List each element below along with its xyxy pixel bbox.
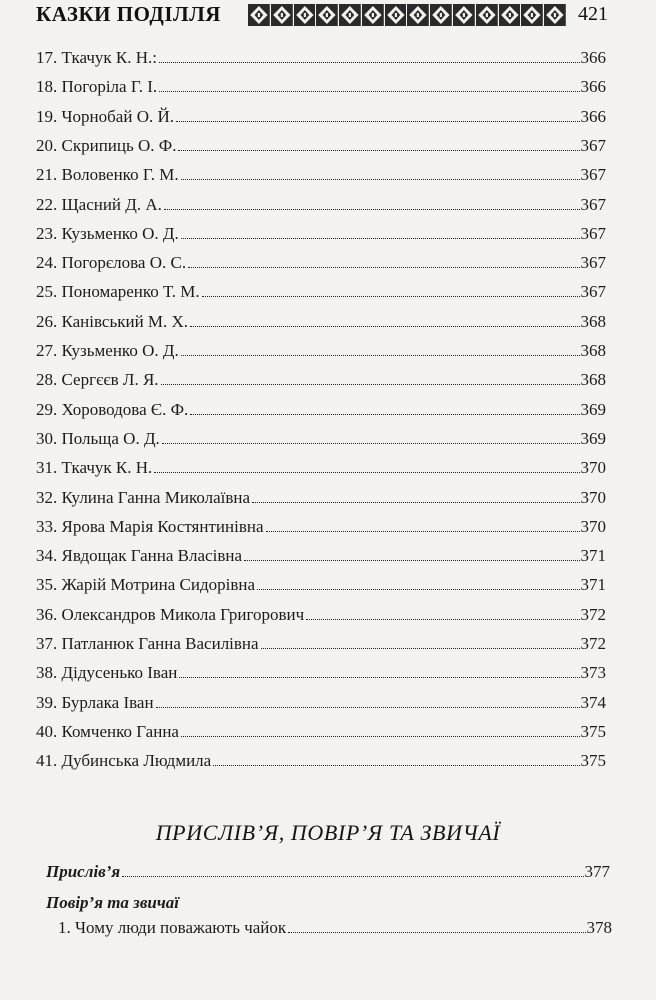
dot-leader — [159, 90, 579, 92]
entry-label: Прислів’я — [46, 862, 121, 881]
dot-leader — [162, 442, 580, 444]
toc-entry — [36, 575, 606, 597]
dot-leader — [164, 208, 580, 210]
entry-label: 34. Явдощак Ганна Власівна — [36, 546, 242, 566]
toc-entry — [36, 605, 606, 627]
dot-leader — [213, 764, 579, 766]
entry-label: 41. Дубинська Людмила — [36, 751, 212, 771]
entry-page: 369 — [580, 428, 606, 448]
toc-entry — [36, 458, 606, 480]
entry-label: 20. Скрипиць О. Ф. — [36, 135, 177, 155]
entry-page: 367 — [580, 135, 606, 155]
ornament-motif-icon — [407, 4, 429, 26]
entry-page: 367 — [580, 282, 606, 302]
dot-leader — [181, 735, 580, 737]
dot-leader — [176, 120, 580, 122]
toc-entry-belief — [58, 918, 612, 940]
toc-entry — [36, 224, 606, 246]
entry-page: 367 — [580, 223, 606, 243]
entry-label: 40. Комченко Ганна — [36, 721, 179, 741]
toc-entry — [36, 165, 606, 187]
entry-label: 31. Ткачук К. Н. — [36, 458, 153, 478]
entry-label: 37. Патланюк Ганна Василівна — [36, 634, 259, 653]
entry-page: 367 — [580, 194, 606, 214]
ornament-motif-icon — [316, 4, 338, 26]
dot-leader — [190, 325, 579, 327]
dot-leader — [179, 676, 579, 678]
entry-page: 368 — [580, 341, 606, 360]
toc-entry — [36, 751, 606, 773]
entry-label: 26. Канівський М. Х. — [36, 311, 189, 331]
entry-label: 23. Кузьменко О. Д. — [36, 223, 179, 243]
entry-page: 375 — [580, 751, 606, 771]
dot-leader — [154, 471, 579, 473]
entry-label: 38. Дідусенько Іван — [36, 663, 178, 683]
toc-entry — [36, 312, 606, 334]
toc-entry — [36, 136, 606, 158]
entry-page: 378 — [586, 918, 612, 937]
dot-leader — [244, 559, 580, 561]
entry-label: 17. Ткачук К. Н.: — [36, 48, 157, 67]
toc-entry — [36, 370, 606, 392]
folk-ornament-icon — [248, 4, 566, 26]
toc-entry — [36, 634, 606, 656]
entry-label: 25. Пономаренко Т. М. — [36, 282, 200, 302]
entry-page: 370 — [580, 487, 606, 507]
entry-page: 367 — [580, 253, 606, 273]
toc-entry — [36, 517, 606, 539]
toc-entry-proverbs — [46, 862, 610, 884]
dot-leader — [190, 413, 579, 415]
ornament-motif-icon — [385, 4, 407, 26]
entry-label: 19. Чорнобай О. Й. — [36, 106, 174, 126]
dot-leader — [181, 178, 580, 180]
toc-entry — [36, 282, 606, 304]
toc-entry — [36, 107, 606, 129]
toc-entry — [36, 48, 606, 70]
entry-label: 30. Польща О. Д. — [36, 428, 160, 448]
toc-entry — [36, 195, 606, 217]
running-title: КАЗКИ ПОДІЛЛЯ — [36, 2, 221, 26]
entry-label: 24. Погорєлова О. С. — [36, 253, 187, 273]
page-header — [0, 0, 656, 30]
entry-page: 372 — [580, 634, 606, 653]
dot-leader — [288, 931, 585, 933]
entry-label: 29. Хороводова Є. Ф. — [36, 399, 189, 419]
entry-page: 366 — [580, 77, 606, 97]
ornament-motif-icon — [362, 4, 384, 26]
ornament-motif-icon — [271, 4, 293, 26]
toc-entry — [36, 400, 606, 422]
dot-leader — [261, 647, 580, 649]
dot-leader — [161, 383, 580, 385]
ornament-motif-icon — [521, 4, 543, 26]
ornament-motif-icon — [544, 4, 566, 26]
entry-page: 368 — [580, 311, 606, 331]
dot-leader — [306, 618, 579, 620]
toc-entry — [36, 341, 606, 363]
toc-entry — [36, 488, 606, 510]
entry-page: 377 — [584, 862, 610, 881]
dot-leader — [188, 266, 579, 268]
dot-leader — [181, 354, 580, 356]
dot-leader — [257, 588, 580, 590]
entry-label: 1. Чому люди поважають чайок — [58, 918, 287, 937]
entry-label: 22. Щасний Д. А. — [36, 194, 162, 214]
entry-page: 367 — [580, 165, 606, 185]
entry-label: 18. Погоріла Г. І. — [36, 77, 158, 97]
entry-label: 27. Кузьменко О. Д. — [36, 341, 179, 360]
dot-leader — [178, 149, 579, 151]
entry-page: 366 — [580, 48, 606, 67]
entry-page: 371 — [580, 575, 606, 595]
dot-leader — [122, 875, 583, 877]
entry-label: 33. Ярова Марія Костянтинівна — [36, 516, 264, 536]
subsection-heading: Повір’я та звичаї — [46, 893, 180, 912]
entry-page: 366 — [580, 106, 606, 126]
ornament-motif-icon — [248, 4, 270, 26]
ornament-motif-icon — [339, 4, 361, 26]
toc-entry — [36, 722, 606, 744]
entry-page: 369 — [580, 399, 606, 419]
ornament-motif-icon — [476, 4, 498, 26]
ornament-motif-icon — [430, 4, 452, 26]
entry-label: 28. Сергєєв Л. Я. — [36, 370, 159, 390]
dot-leader — [266, 530, 580, 532]
ornament-motif-icon — [294, 4, 316, 26]
entry-label: 39. Бурлака Іван — [36, 692, 154, 712]
dot-leader — [156, 706, 580, 708]
toc-entry — [36, 546, 606, 568]
dot-leader — [252, 501, 579, 503]
entry-page: 374 — [580, 692, 606, 712]
entry-page: 370 — [580, 516, 606, 536]
entry-label: 21. Воловенко Г. М. — [36, 165, 179, 185]
ornament-motif-icon — [453, 4, 475, 26]
entry-page: 373 — [580, 663, 606, 683]
dot-leader — [159, 61, 580, 63]
toc-entry — [36, 663, 606, 685]
entry-page: 371 — [580, 546, 606, 566]
entry-page: 368 — [580, 370, 606, 390]
ornament-motif-icon — [499, 4, 521, 26]
entry-page: 372 — [580, 604, 606, 624]
entry-page: 370 — [580, 458, 606, 478]
entry-page: 375 — [580, 721, 606, 741]
entry-label: 35. Жарій Мотрина Сидорівна — [36, 575, 255, 595]
toc-entry — [36, 253, 606, 275]
section-title: ПРИСЛІВ’Я, ПОВІР’Я ТА ЗВИЧАЇ — [155, 820, 501, 845]
page-number: 421 — [578, 3, 608, 25]
dot-leader — [181, 237, 580, 239]
toc-entry — [36, 693, 606, 715]
dot-leader — [202, 295, 580, 297]
toc-entry — [36, 429, 606, 451]
toc-entry — [36, 77, 606, 99]
entry-label: 32. Кулина Ганна Миколаївна — [36, 487, 251, 507]
entry-label: 36. Олександров Микола Григорович — [36, 604, 305, 624]
